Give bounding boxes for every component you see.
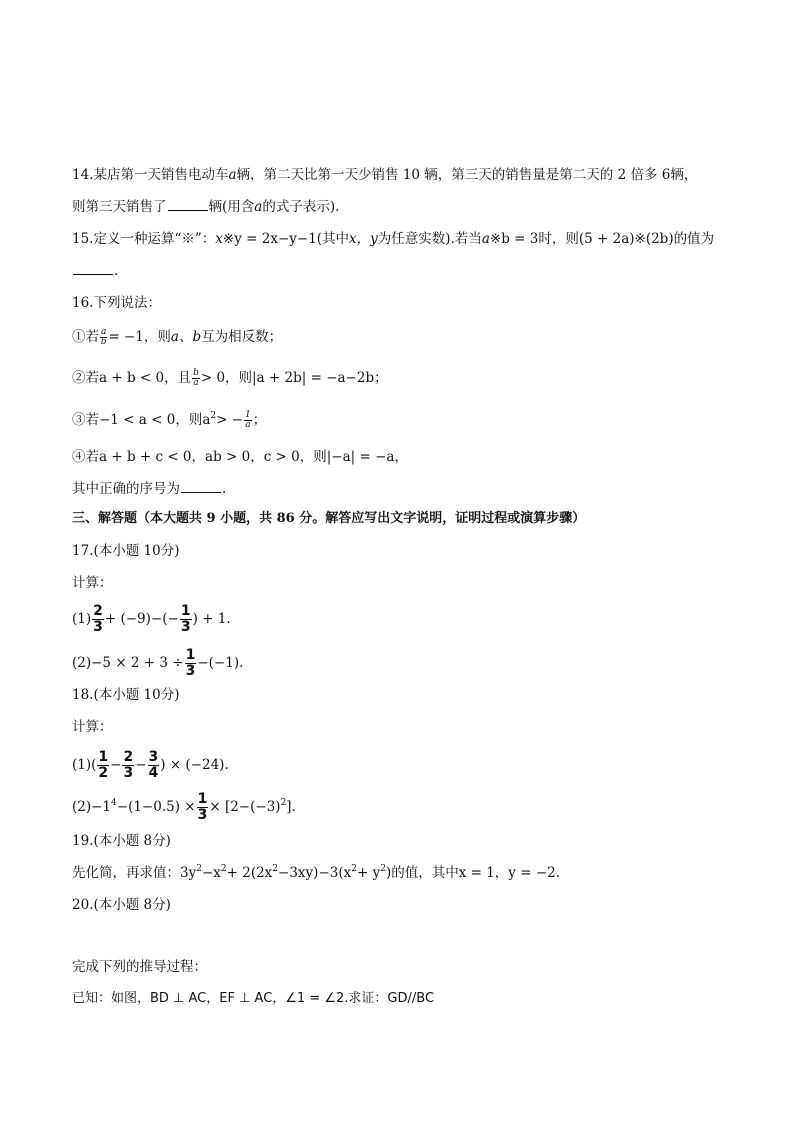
q19-text: −x xyxy=(201,865,221,881)
q16-text: 其中正确的序号为 xyxy=(72,481,180,497)
q15-var: a xyxy=(481,231,490,247)
fraction xyxy=(180,604,192,635)
superscript: 2 xyxy=(272,864,279,874)
q15-var: x，y xyxy=(349,231,378,247)
q16-text: ③若−1 < a < 0，则a xyxy=(72,412,211,428)
q16-var: a、b xyxy=(170,329,202,345)
q14-text: 的式子表示). xyxy=(262,199,340,215)
q17-text: ) + 1. xyxy=(192,611,231,627)
q16-text: ②若a + b < 0，且 xyxy=(72,370,192,386)
q18-text: (2)−1 xyxy=(72,799,112,815)
q16-text: = −1，则 xyxy=(108,329,171,345)
fraction-den: 3 xyxy=(123,765,134,781)
fraction xyxy=(197,792,209,823)
q17-text: + (−9)−(− xyxy=(104,611,179,627)
q17-text: (1) xyxy=(72,611,92,627)
q14-text: 辆(用含 xyxy=(208,199,255,215)
q14-var: a xyxy=(228,167,237,183)
q20-instruction: 完成下列的推导过程： xyxy=(72,959,207,975)
q15-text: ※b = 3时，则(5 + 2a)※(2b)的值为 xyxy=(489,231,715,247)
q14-line1 xyxy=(72,166,697,184)
fraction-den: a xyxy=(193,378,199,388)
fraction-den: b xyxy=(100,337,107,347)
q17-text: −(−1). xyxy=(197,655,244,671)
fraction-den: 3 xyxy=(93,619,103,635)
q19-text: )的值，其中x = 1，y = −2. xyxy=(385,865,561,881)
q17-header: 17.(本小题 10分) xyxy=(72,543,180,559)
q16-statement-2 xyxy=(72,369,388,388)
fraction-num: 3 xyxy=(148,749,159,765)
q18-header: 18.(本小题 10分) xyxy=(72,687,180,703)
q20-given: 已知：如图，BD ⊥ AC，EF ⊥ AC，∠1 = ∠2.求证：GD//BC xyxy=(72,991,435,1006)
q16-statement-3 xyxy=(72,411,266,430)
q16-text: > − xyxy=(216,412,244,428)
superscript: 4 xyxy=(111,798,117,808)
fraction-num: 1 xyxy=(197,791,208,807)
superscript: 2 xyxy=(196,864,202,874)
q15-line1 xyxy=(72,230,714,248)
q16-title: 16.下列说法： xyxy=(72,295,161,311)
q18-text: (1)( xyxy=(72,757,97,773)
q17-text: (2)−5 × 2 + 3 ÷ xyxy=(72,655,184,671)
q15-var: x xyxy=(215,231,223,247)
fraction xyxy=(148,750,160,781)
q16-answer-line xyxy=(72,480,226,498)
q16-statement-1 xyxy=(72,328,282,347)
q14-text: 辆，第二天比第一天少销售 10 辆，第三天的销售量是第二天的 2 倍多 6辆， xyxy=(236,167,698,183)
q19-text: + y xyxy=(356,865,381,881)
q17-calc-label: 计算： xyxy=(72,575,113,591)
q15-text: . xyxy=(114,263,119,279)
q15-text: ※y = 2x−y−1(其中 xyxy=(222,231,350,247)
q17-problem-1 xyxy=(72,604,231,635)
q19-header: 19.(本小题 8分) xyxy=(72,833,171,849)
q19-text: 先化简，再求值：3y xyxy=(72,865,197,881)
q19-text: −3xy)−3(x xyxy=(278,865,352,881)
superscript: 2 xyxy=(351,864,357,874)
q18-text: × [2−(−3) xyxy=(209,799,281,815)
operator: − xyxy=(110,757,122,773)
fraction-den: 3 xyxy=(197,807,208,823)
fraction xyxy=(244,411,252,430)
fraction xyxy=(97,750,109,781)
superscript: 2 xyxy=(280,798,287,808)
q16-text: ； xyxy=(252,412,267,428)
q16-text: 互为相反数； xyxy=(201,329,283,345)
answer-blank[interactable] xyxy=(168,198,208,211)
fraction-num: 2 xyxy=(93,603,103,619)
fraction-den: 2 xyxy=(98,765,109,781)
q18-problem-1 xyxy=(72,750,229,781)
q14-line2 xyxy=(72,198,339,216)
q15-text: 为任意实数).若当 xyxy=(377,231,482,247)
fraction-num: a xyxy=(101,327,107,337)
q14-var: a xyxy=(254,199,263,215)
q16-text: ①若 xyxy=(72,329,99,345)
q15-line2 xyxy=(72,262,118,280)
q16-text: > 0，则|a + 2b| = −a−2b； xyxy=(200,370,388,386)
fraction xyxy=(192,369,200,388)
fraction-num: 1 xyxy=(185,647,196,663)
q19-text: + 2(2x xyxy=(226,865,273,881)
q17-problem-2 xyxy=(72,648,243,679)
fraction-num: 2 xyxy=(123,749,134,765)
superscript: 2 xyxy=(380,864,386,874)
superscript: 2 xyxy=(210,411,217,421)
fraction-num: b xyxy=(193,368,199,378)
q19-problem xyxy=(72,864,560,882)
fraction-den: 3 xyxy=(180,619,191,635)
q16-text: . xyxy=(222,481,227,497)
q14-text: 则第三天销售了 xyxy=(72,199,167,215)
section-title: 三、解答题（本大题共 9 小题，共 86 分。解答应写出文字说明，证明过程或演算步骤） xyxy=(72,511,586,526)
superscript: 2 xyxy=(220,864,227,874)
q18-calc-label: 计算： xyxy=(72,719,113,735)
fraction-num: 1 xyxy=(180,603,191,619)
q16-statement-4: ④若a + b + c < 0，ab > 0，c > 0，则|−a| = −a， xyxy=(72,449,408,465)
q15-text: 15.定义一种运算“※”： xyxy=(72,231,216,247)
fraction-den: 3 xyxy=(185,663,196,679)
answer-blank[interactable] xyxy=(181,480,221,493)
fraction-num: 1 xyxy=(245,410,251,420)
fraction-den: 4 xyxy=(148,765,159,781)
q18-text: ]. xyxy=(286,799,296,815)
fraction xyxy=(122,750,134,781)
fraction-den: a xyxy=(245,420,251,430)
fraction xyxy=(92,604,104,635)
q18-text: ) × (−24). xyxy=(160,757,229,773)
q18-problem-2 xyxy=(72,792,296,823)
q20-header: 20.(本小题 8分) xyxy=(72,897,171,913)
q14-text: 14.某店第一天销售电动车 xyxy=(72,167,229,183)
q18-text: −(1−0.5) × xyxy=(116,799,196,815)
operator: − xyxy=(135,757,147,773)
fraction xyxy=(100,328,107,347)
fraction-num: 1 xyxy=(98,749,109,765)
fraction xyxy=(185,648,197,679)
answer-blank[interactable] xyxy=(73,262,113,275)
